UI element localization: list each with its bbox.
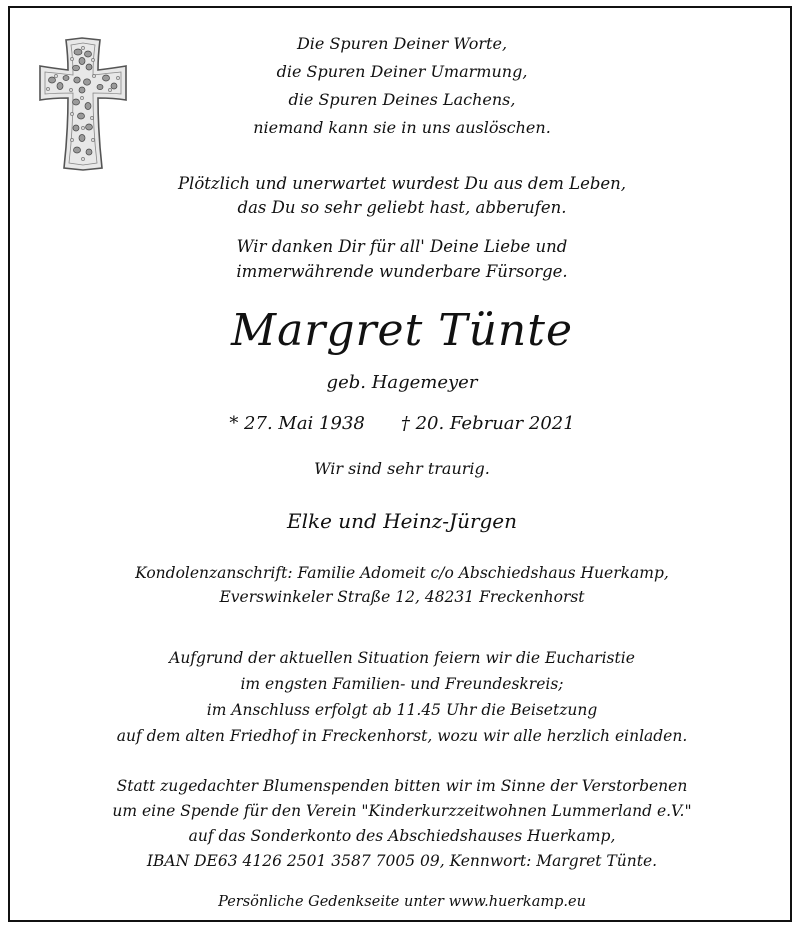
birth-date: * 27. Mai 1938: [229, 413, 365, 434]
service-line-3: im Anschluss erfolgt ab 11.45 Uhr die Beisetzung: [206, 701, 598, 719]
poem-line-2: die Spuren Deiner Umarmung,: [276, 62, 528, 81]
deceased-name: Margret Tünte: [231, 305, 573, 356]
life-dates: [10, 411, 794, 437]
death-date: † 20. Februar 2021: [400, 413, 575, 434]
poem-line-3: die Spuren Deines Lachens,: [288, 90, 516, 109]
sudden-line-2: das Du so sehr geliebt hast, abberufen.: [237, 198, 567, 217]
service-line-1: Aufgrund der aktuellen Situation feiern wir die Eucharistie: [169, 649, 635, 667]
condolence-line-1: Kondolenzanschrift: Familie Adomeit c/o Abschiedshaus Huerkamp,: [135, 564, 669, 582]
donation-line-3: auf das Sonderkonto des Abschiedshauses Huerkamp,: [188, 827, 616, 845]
thanks-line-1: Wir danken Dir für all' Deine Liebe und: [236, 237, 568, 256]
thanks-line-2: immerwährende wunderbare Fürsorge.: [236, 262, 568, 281]
service-line-4: auf dem alten Friedhof in Freckenhorst, wozu wir alle herzlich einladen.: [116, 727, 688, 745]
condolence-line-2: Everswinkeler Straße 12, 48231 Freckenhorst: [219, 588, 585, 606]
mourners: Elke und Heinz-Jürgen: [286, 509, 518, 533]
poem-line-4: niemand kann sie in uns auslöschen.: [253, 118, 551, 137]
obituary-notice: [8, 6, 792, 922]
donation-line-2: um eine Spende für den Verein "Kinderkurzzeitwohnen Lummerland e.V.": [112, 802, 692, 820]
service-line-2: im engsten Familien- und Freundeskreis;: [240, 675, 564, 693]
grief-statement: Wir sind sehr traurig.: [314, 459, 490, 478]
poem-line-1: Die Spuren Deiner Worte,: [296, 34, 508, 53]
donation-line-1: Statt zugedachter Blumenspenden bitten wir im Sinne der Verstorbenen: [116, 777, 688, 795]
sudden-line-1: Plötzlich und unerwartet wurdest Du aus dem Leben,: [177, 174, 627, 193]
memorial-page-link[interactable]: Persönliche Gedenkseite unter www.huerkamp.eu: [218, 894, 586, 910]
birth-name: geb. Hagemeyer: [326, 372, 478, 393]
donation-line-4: IBAN DE63 4126 2501 3587 7005 09, Kennwort: Margret Tünte.: [146, 852, 658, 870]
